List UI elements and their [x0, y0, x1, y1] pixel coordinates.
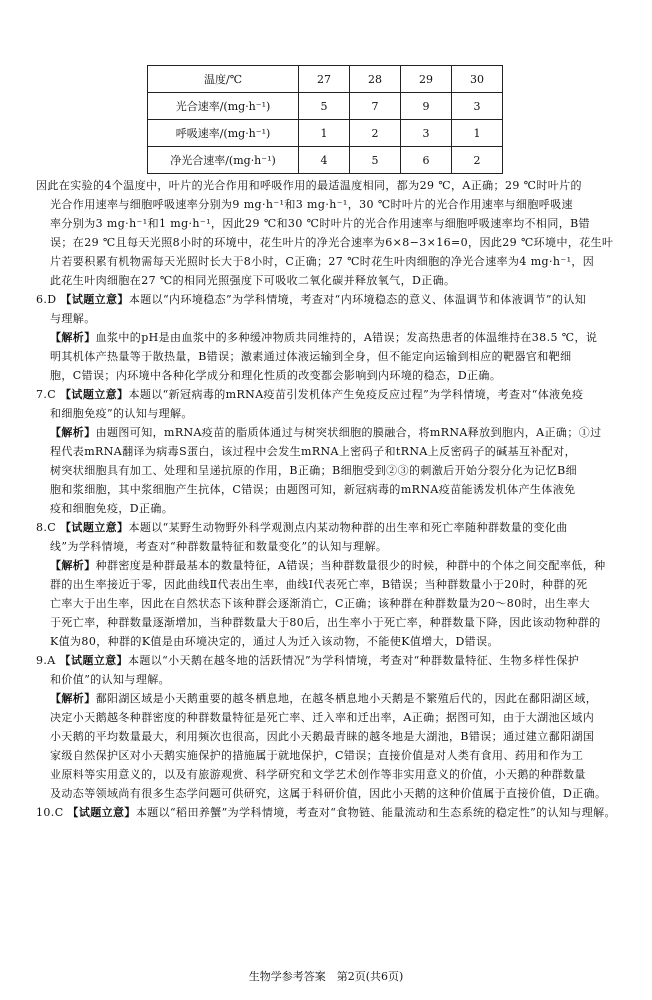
answer-number: 8.C: [36, 521, 57, 534]
text-line: 决定小天鹅越冬种群密度的种群数量特征是死亡率、迁入率和迁出率，A正确；据图可知，由于大湖池区域内: [50, 711, 595, 724]
table-cell: 6: [401, 147, 452, 174]
text-line: 群的出生率接近于零，因此曲线Ⅱ代表出生率，曲线Ⅰ代表死亡率，B错误；当种群数量小于20时，种群的死: [50, 578, 588, 591]
text-line: 胞，C错误；内环境中各种化学成分和理化性质的改变都会影响到内环境的稳态，D正确。: [50, 369, 502, 382]
text-line: 本题以“某野生动物野外科学观测点内某动物种群的出生率和死亡率随种群数量的变化曲: [128, 521, 568, 534]
table-header-cell: 30: [452, 66, 503, 93]
table-row: [148, 120, 503, 147]
text-line: 误；在29 ℃且每天光照8小时的环境中，花生叶片的净光合速率为6×8−3×16=0，因此29 ℃环境中，花生叶: [50, 236, 614, 249]
answer-6: [36, 290, 636, 385]
table-cell: 呼吸速率/(mg·h⁻¹): [148, 120, 299, 147]
text-line: 业原料等实用意义的，以及有旅游观赏、科学研究和文学艺术创作等非实用意义的价值，小天鹅的种群数量: [50, 768, 586, 781]
table-header-cell: 27: [299, 66, 350, 93]
text-line: 明其机体产热量等于散热量，B错误；激素通过体液运输到全身，但不能定向运输到相应的靶器官和靶细: [50, 350, 572, 363]
text-line: 亡率大于出生率，因此在自然状态下该种群会逐渐消亡，C正确；该种群在种群数量为20～80时，出生率大: [50, 597, 591, 610]
section-tag: 【解析】: [50, 559, 96, 572]
table-cell: 光合速率/(mg·h⁻¹): [148, 93, 299, 120]
answer-9: [36, 651, 636, 803]
table-cell: 3: [401, 120, 452, 147]
answer-number: 9.A: [36, 654, 56, 667]
text-line: 树突状细胞具有加工、处理和呈递抗原的作用，B正确；B细胞受到②③的刺激后开始分裂分化为记忆B细: [50, 464, 578, 477]
text-line: 由题图可知，mRNA疫苗的脂质体通过与树突状细胞的膜融合，将mRNA释放到胞内，A正确；①过: [95, 426, 602, 439]
table-cell: 1: [452, 120, 503, 147]
section-tag: 【试题立意】: [60, 293, 129, 306]
text-line: 和价值”的认知与理解。: [50, 673, 171, 686]
section-tag: 【解析】: [50, 426, 96, 439]
answer-number: 6.D: [36, 293, 57, 306]
table-row: [148, 66, 503, 93]
table-cell: 2: [350, 120, 401, 147]
section-tag: 【试题立意】: [59, 654, 128, 667]
text-line: 本题以“小天鹅在越冬地的活跃情况”为学科情境，考查对“种群数量特征、生物多样性保护: [127, 654, 580, 667]
table-cell: 5: [299, 93, 350, 120]
text-line: 胞和浆细胞，其中浆细胞产生抗体，C错误；由题图可知，新冠病毒的mRNA疫苗能诱发机体产生体液免: [50, 483, 576, 496]
text-line: 和细胞免疫”的认知与理解。: [50, 407, 193, 420]
text-line: 因此在实验的4个温度中，叶片的光合作用和呼吸作用的最适温度相同，都为29 ℃，A正确；29 ℃时叶片的: [36, 179, 582, 192]
table-cell: 7: [350, 93, 401, 120]
text-line: 光合作用速率与细胞呼吸速率分别为9 mg·h⁻¹和3 mg·h⁻¹，30 ℃时叶片的光合作用速率与细胞呼吸速: [50, 198, 573, 211]
text-line: 本题以“内环境稳态”为学科情境，考查对“内环境稳态的意义、体温调节和体液调节”的认知: [128, 293, 587, 306]
section-tag: 【解析】: [50, 692, 96, 705]
table-header-cell: 28: [350, 66, 401, 93]
table-cell: 9: [401, 93, 452, 120]
table-cell: 净光合速率/(mg·h⁻¹): [148, 147, 299, 174]
section-tag: 【解析】: [50, 331, 96, 344]
answer-number: 7.C: [36, 388, 57, 401]
answer-10: [36, 803, 636, 822]
answer-number: 10.C: [36, 806, 64, 819]
text-line: 与理解。: [50, 312, 96, 325]
text-line: 片若要积累有机物需每天光照时长大于8小时，C正确；27 ℃时花生叶肉细胞的净光合速率为4 mg·h⁻¹，因: [50, 255, 595, 268]
table-header-cell: 29: [401, 66, 452, 93]
table-header-cell: 温度/℃: [148, 66, 299, 93]
text-line: 种群密度是种群最基本的数量特征，A错误；当种群数量很少的时候，种群中的个体之间交配率低，种: [95, 559, 606, 572]
answer-body: [36, 176, 636, 822]
answer-7: [36, 385, 636, 518]
table-cell: 2: [452, 147, 503, 174]
table-cell: 4: [299, 147, 350, 174]
text-line: 线”为学科情境，考查对“种群数量特征和数量变化”的认知与理解。: [50, 540, 388, 553]
table-row: [148, 93, 503, 120]
table-cell: 1: [299, 120, 350, 147]
section-tag: 【试题立意】: [60, 388, 129, 401]
text-line: 本题以“新冠病毒的mRNA疫苗引发机体产生免疫反应过程”为学科情境，考查对“体液免疫: [128, 388, 584, 401]
q5-continuation: [36, 176, 636, 290]
answer-8: [36, 518, 636, 651]
text-line: K值为80，种群的K值是由环境决定的，通过人为迁入该动物，不能使K值增大，D错误。: [50, 635, 499, 648]
text-line: 于死亡率，种群数量逐渐增加，当种群数量大于80后，出生率小于死亡率，种群数量下降，因此该动物种群的: [50, 616, 601, 629]
table-cell: 5: [350, 147, 401, 174]
text-line: 本题以“稻田养蟹”为学科情境，考查对“食物链、能量流动和生态系统的稳定性”的认知与理解。: [135, 806, 616, 819]
section-tag: 【试题立意】: [60, 521, 129, 534]
text-line: 鄱阳湖区域是小天鹅重要的越冬栖息地，在越冬栖息地小天鹅是不繁殖后代的，因此在鄱阳湖区域，: [95, 692, 598, 705]
text-line: 家级自然保护区对小天鹅实施保护的措施属于就地保护，C错误；直接价值是对人类有食用、药用和作为工: [50, 749, 584, 762]
section-tag: 【试题立意】: [67, 806, 136, 819]
text-line: 程代表mRNA翻译为病毒S蛋白，该过程中会发生mRNA上密码子和tRNA上反密码子的碱基互补配对，: [50, 445, 576, 458]
text-line: 小天鹅的平均数量最大，利用频次也很高，因此小天鹅最青睐的越冬地是大湖池，B错误；通过建立鄱阳湖国: [50, 730, 595, 743]
table-row: [148, 147, 503, 174]
table-cell: 3: [452, 93, 503, 120]
temperature-rate-table: [147, 65, 503, 174]
text-line: 率分别为3 mg·h⁻¹和1 mg·h⁻¹，因此29 ℃和30 ℃时叶片的光合作用速率与细胞呼吸速率均不相同，B错: [50, 217, 591, 230]
page-footer: 生物学参考答案 第2页(共6页): [248, 970, 404, 983]
text-line: 血浆中的pH是由血浆中的多种缓冲物质共同维持的，A错误；发高热患者的体温维持在38.5 ℃，说: [95, 331, 598, 344]
text-line: 疫和细胞免疫，D正确。: [50, 502, 174, 515]
text-line: 此花生叶肉细胞在27 ℃的相同光照强度下可吸收二氧化碳并释放氧气，D正确。: [50, 274, 456, 287]
text-line: 及动态等领域尚有很多生态学问题可供研究，这属于科研价值，因此小天鹅的这种价值属于直接价值，D正确。: [50, 787, 607, 800]
